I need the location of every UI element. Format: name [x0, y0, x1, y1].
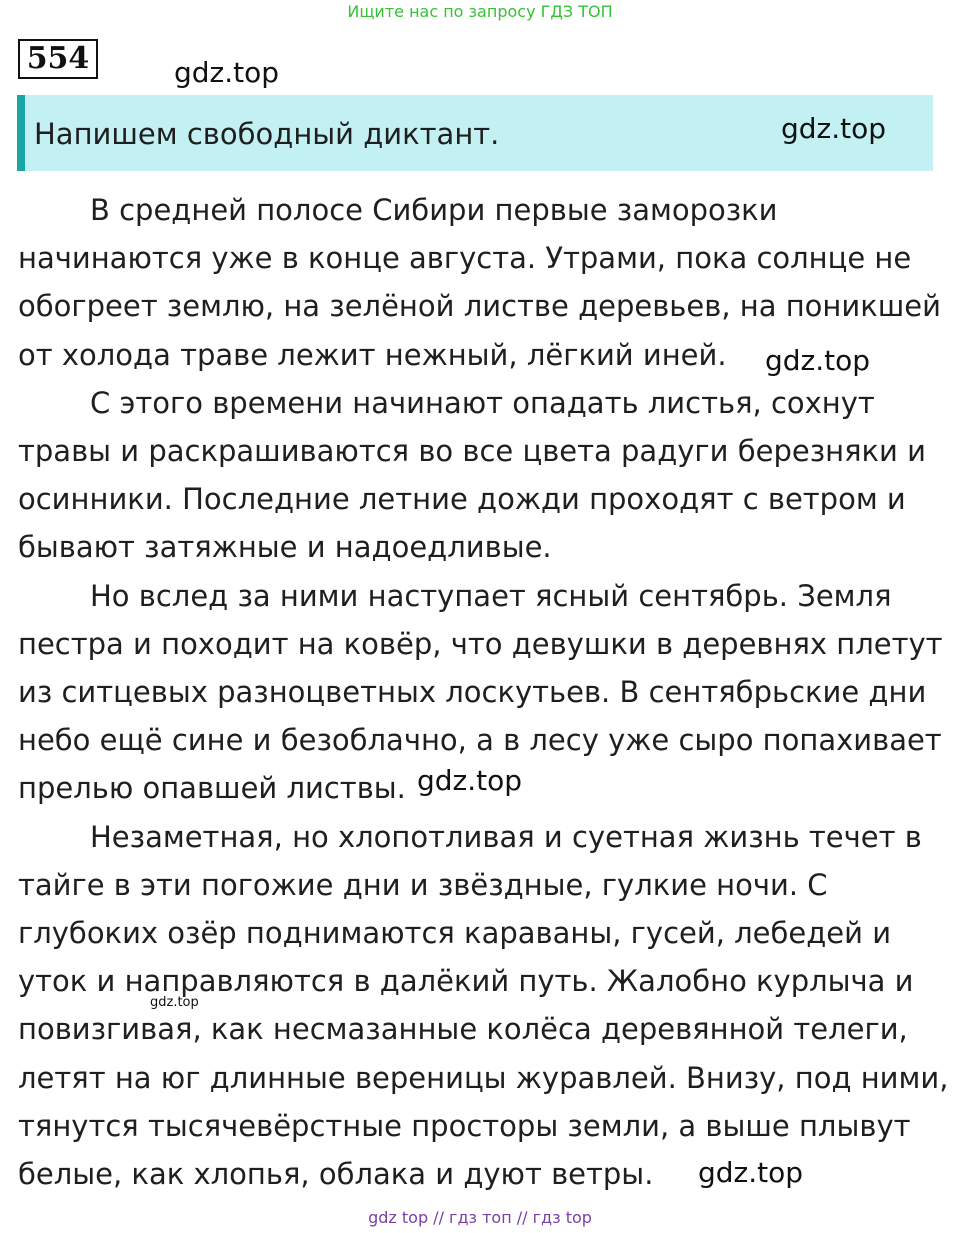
paragraph: С этого времени начинают опадать листья, сохнут травы и раскрашиваются во все цвета радуги березняки и осинники. Последние летние дожди проходят с ветром и бывают затяжные и надоедливые. — [18, 385, 926, 565]
paragraph: Но вслед за ними наступает ясный сентябрь. Земля пестра и походит на ковёр, что девушки в деревнях плетут из ситцевых разноцветных лоскутьев. В сентябрьские дни небо ещё сине и безоблачно, а в лесу уже сыро попахивает прелью опавшей листвы. — [18, 578, 943, 806]
watermark: gdz.top — [174, 56, 280, 89]
dictation-text — [18, 186, 953, 1198]
top-banner: Ищите нас по запросу ГДЗ ТОП — [347, 2, 613, 21]
paragraph: В средней полосе Сибири первые заморозки начинаются уже в конце августа. Утрами, пока солнце не обогреет землю, на зелёной листве деревьев, на поникшей от холода траве лежит нежный, лёгкий иней. — [18, 193, 941, 372]
watermark: gdz.top — [781, 112, 887, 145]
task-instruction: Напишем свободный диктант. — [34, 117, 500, 151]
task-number: 554 — [18, 39, 98, 79]
watermark-small: gdz.top — [150, 995, 199, 1010]
watermark: gdz.top — [417, 764, 523, 797]
paragraph: Незаметная, но хлопотливая и суетная жизнь течет в тайге в эти погожие дни и звёздные, гулкие ночи. С глубоких озёр поднимаются караваны, гусей, лебедей и уток и направляются в далёкий путь. Жалобно курлыча и повизгивая, как несмазанные колёса деревянной телеги, летят на юг длинные вереницы журавлей. Внизу, под ними, тянутся тысячевёрстные просторы земли, а выше плывут белые, как хлопья, облака и дуют ветры. — [18, 819, 949, 1192]
watermark: gdz.top — [698, 1156, 804, 1189]
footer-links: gdz top // гдз топ // гдз top — [368, 1208, 592, 1227]
watermark: gdz.top — [765, 344, 871, 377]
